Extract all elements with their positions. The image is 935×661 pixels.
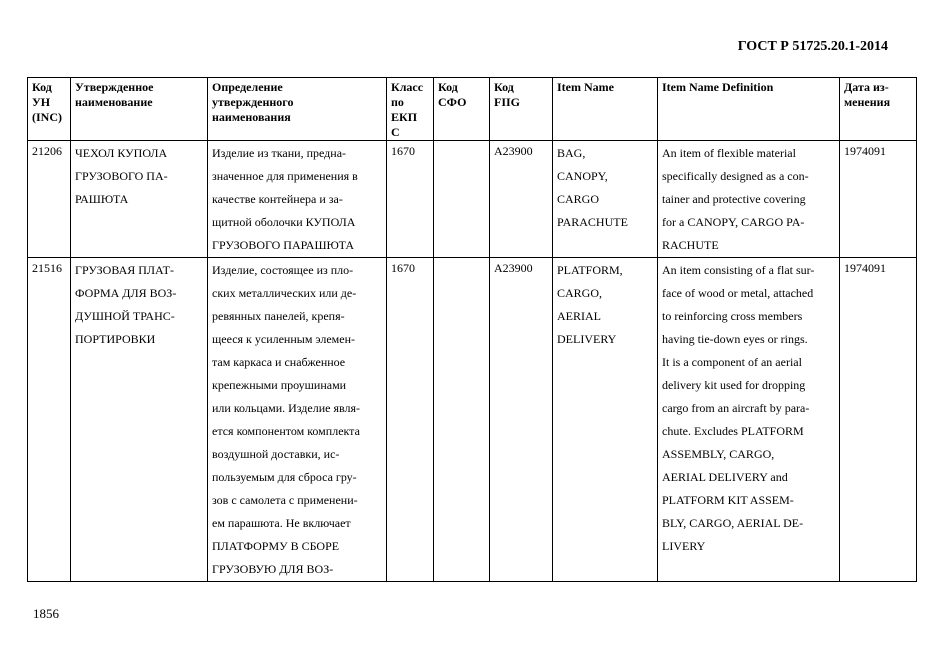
cell-item-name: BAG, CANOPY, CARGO PARACHUTE	[553, 141, 658, 258]
table-row	[28, 258, 917, 582]
page-number: 1856	[33, 606, 59, 621]
col-header-class: Класс по ЕКП С	[387, 78, 434, 141]
table-row	[28, 141, 917, 258]
cell-inc: 21516	[28, 258, 71, 582]
col-header-name: Утвержденное наименование	[71, 78, 208, 141]
cell-item-name: PLATFORM, CARGO, AERIAL DELIVERY	[553, 258, 658, 582]
cell-definition: Изделие из ткани, предна- значенное для применения в качестве контейнера и за- щитной оболочки КУПОЛА ГРУЗОВОГО ПАРАШЮТА	[208, 141, 387, 258]
col-header-definition: Определение утвержденного наименования	[208, 78, 387, 141]
cell-sfo	[434, 258, 490, 582]
cell-sfo	[434, 141, 490, 258]
col-header-item-name: Item Name	[553, 78, 658, 141]
col-header-inc: Код УН (INC)	[28, 78, 71, 141]
cell-name: ЧЕХОЛ КУПОЛА ГРУЗОВОГО ПА- РАШЮТА	[71, 141, 208, 258]
cell-class: 1670	[387, 258, 434, 582]
items-table	[27, 77, 917, 582]
cell-fiig: A23900	[490, 258, 553, 582]
cell-definition: Изделие, состоящее из пло- ских металлических или де- ревянных панелей, крепя- щееся к усиленным элемен- там каркаса и снабженное крепежными проушинами или кольцами. Изделие явля- ется компонентом комплекта воздушной доставки, ис- пользуемым для сброса гру- зов с самолета с применени- ем парашюта. Не включает ПЛАТФОРМУ В СБОРЕ ГРУЗОВУЮ ДЛЯ ВОЗ-	[208, 258, 387, 582]
col-header-sfo: Код СФО	[434, 78, 490, 141]
col-header-date: Дата из- менения	[840, 78, 917, 141]
cell-fiig: A23900	[490, 141, 553, 258]
col-header-fiig: Код FIIG	[490, 78, 553, 141]
table-header-row	[28, 78, 917, 141]
col-header-item-definition: Item Name Definition	[658, 78, 840, 141]
cell-inc: 21206	[28, 141, 71, 258]
document-code: ГОСТ Р 51725.20.1-2014	[737, 39, 888, 54]
cell-date: 1974091	[840, 141, 917, 258]
cell-name: ГРУЗОВАЯ ПЛАТ- ФОРМА ДЛЯ ВОЗ- ДУШНОЙ ТРАНС- ПОРТИРОВКИ	[71, 258, 208, 582]
cell-class: 1670	[387, 141, 434, 258]
cell-item-definition: An item of flexible material specifically designed as a con- tainer and protective covering for a CANOPY, CARGO PA- RACHUTE	[658, 141, 840, 258]
cell-date: 1974091	[840, 258, 917, 582]
cell-item-definition: An item consisting of a flat sur- face of wood or metal, attached to reinforcing cross members having tie-down eyes or rings. It is a component of an aerial delivery kit used for dropping cargo from an aircraft by para- chute. Excludes PLATFORM ASSEMBLY, CARGO, AERIAL DELIVERY and PLATFORM KIT ASSEM- BLY, CARGO, AERIAL DE- LIVERY	[658, 258, 840, 582]
